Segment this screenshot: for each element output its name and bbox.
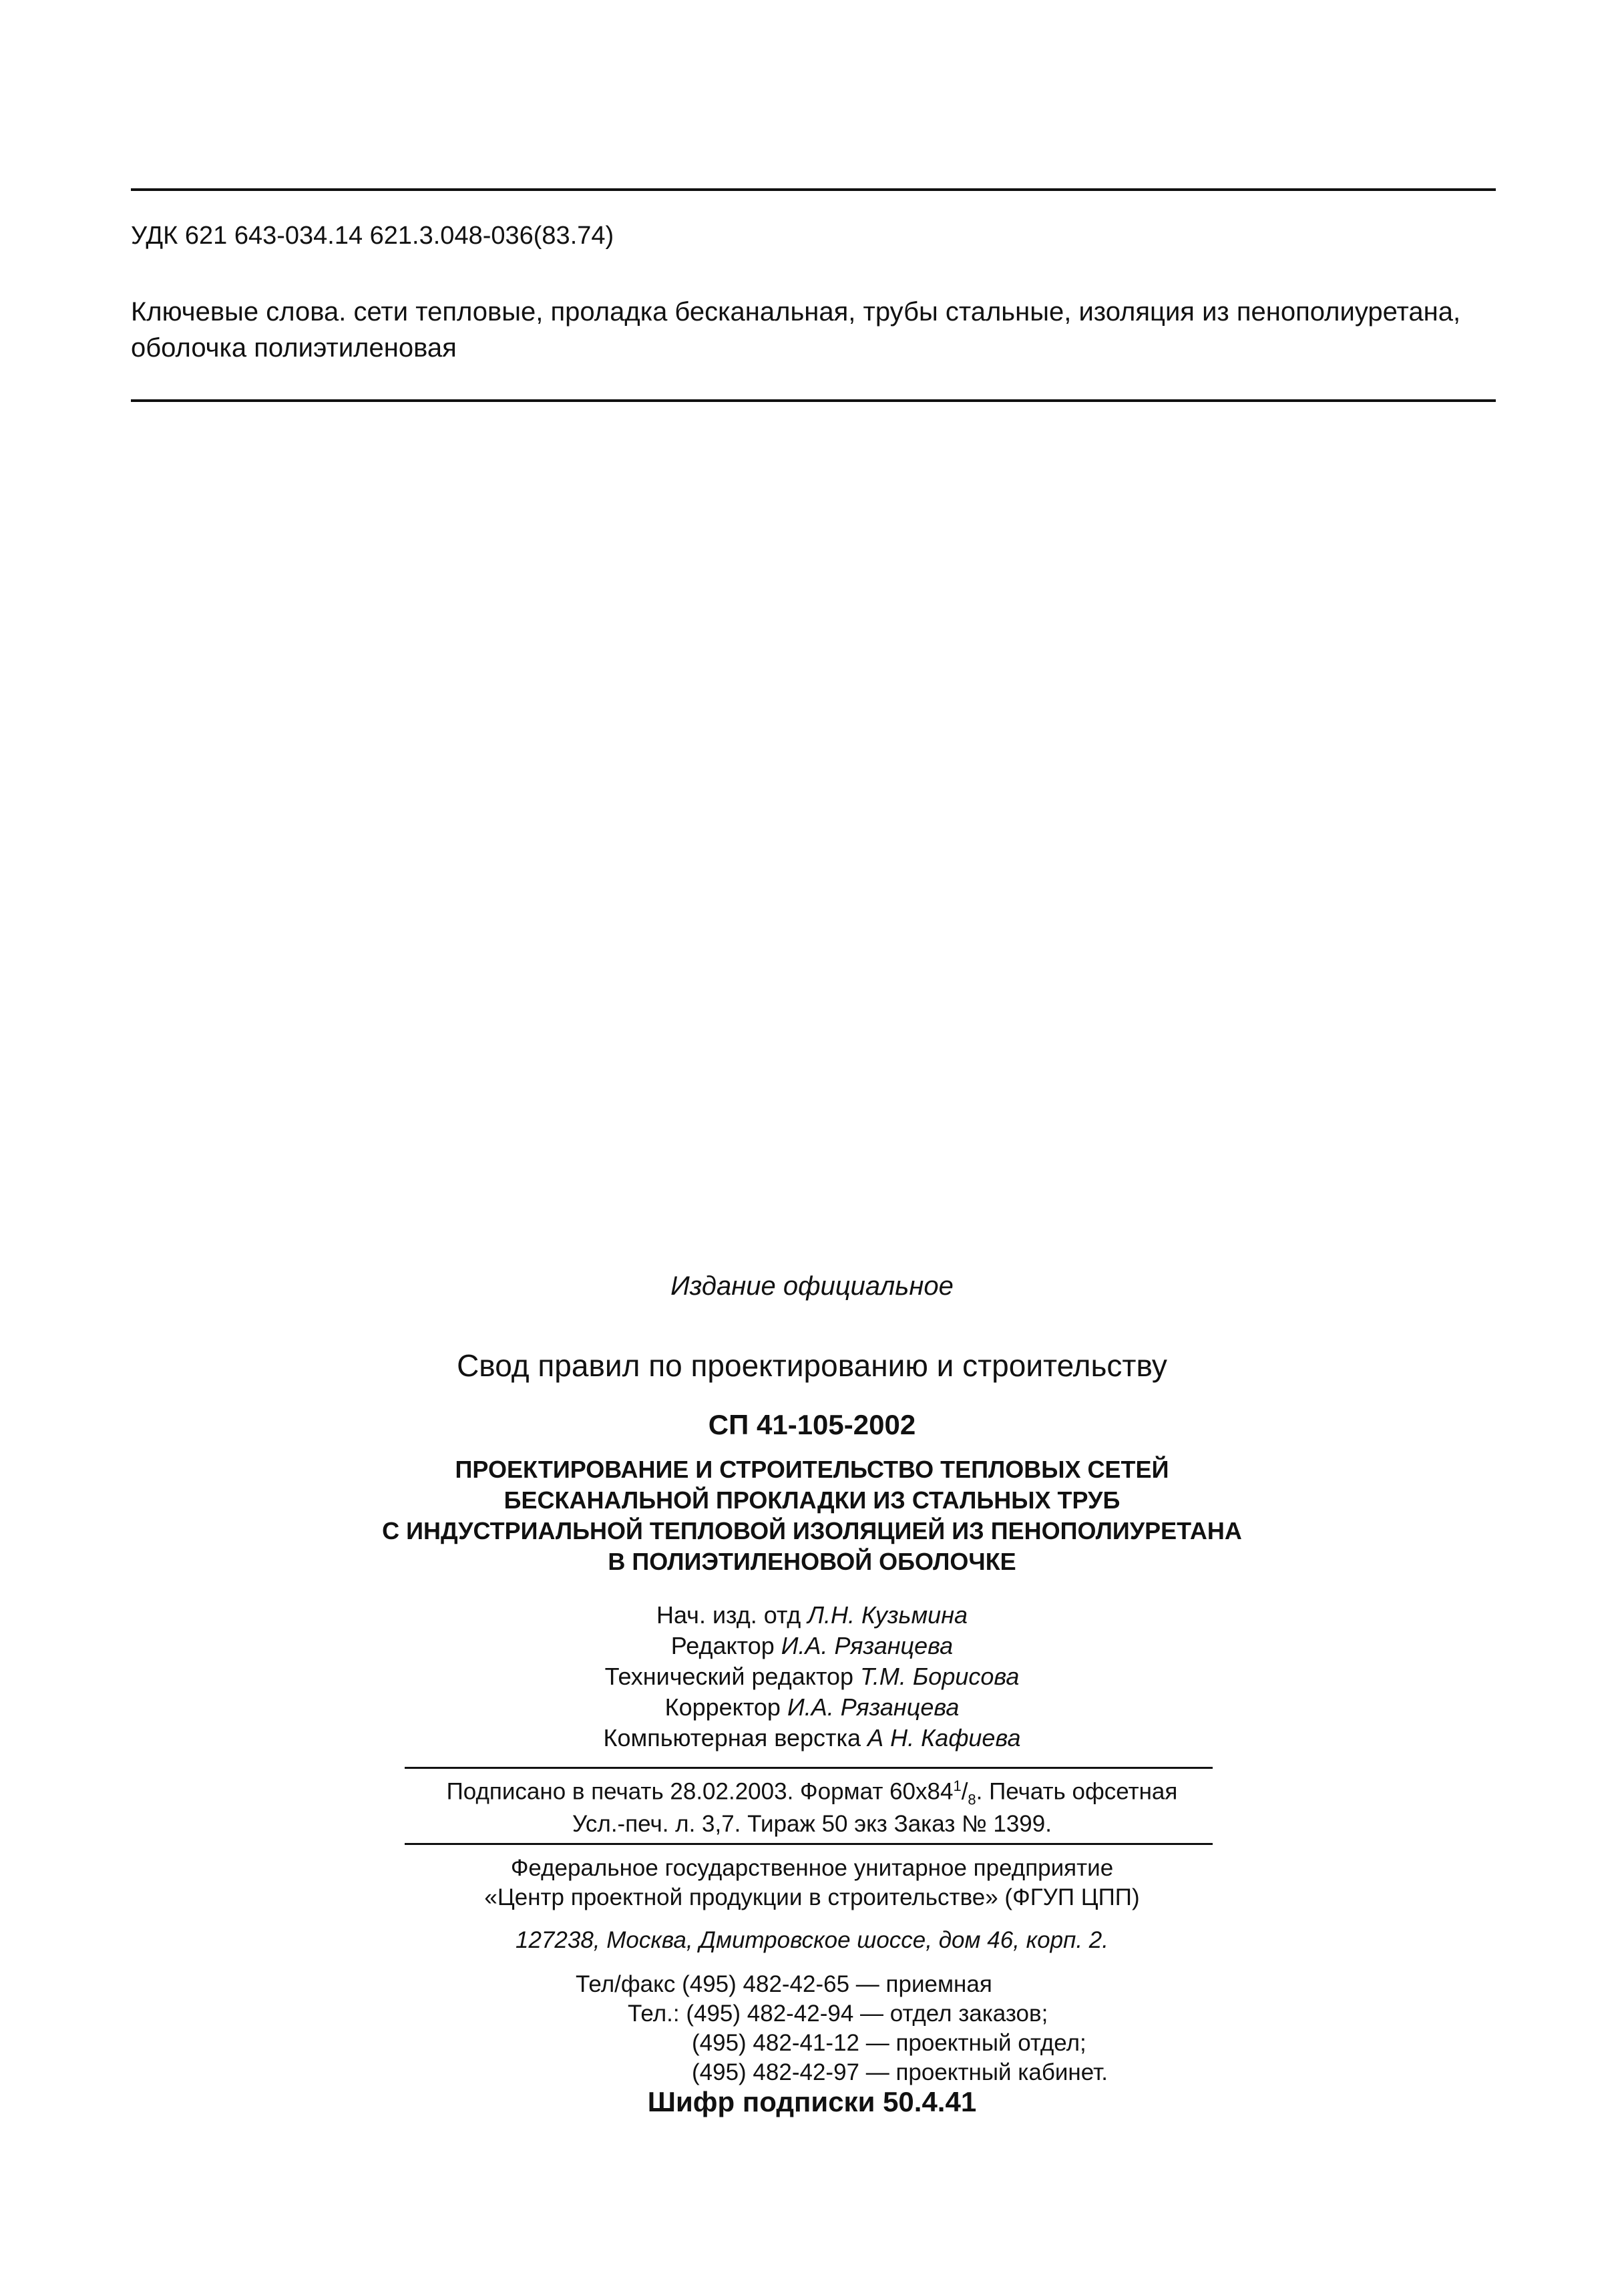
print-signed-line: Подписано в печать 28.02.2003. Формат $60х84^1/_8$. Печать офсетная [446, 1778, 1178, 1808]
keywords-bottom-rule [131, 399, 1496, 402]
staff-role: Редактор [670, 1632, 775, 1659]
staff-row [0, 1631, 1624, 1661]
title-line-1: ПРОЕКТИРОВАНИЕ И СТРОИТЕЛЬСТВО ТЕПЛОВЫХ СЕТЕЙ [455, 1456, 1169, 1483]
org-line-2: «Центр проектной продукции в строительстве» (ФГУП ЦПП) [484, 1884, 1140, 1910]
staff-row [0, 1661, 1624, 1692]
code-title: Свод правил по проектированию и строительству [457, 1348, 1167, 1383]
staff-name: А Н. Кафиева [867, 1724, 1021, 1751]
print-info-top-rule [405, 1767, 1213, 1769]
keywords-line-1: Ключевые слова. сети тепловые, проладка бесканальная, трубы стальные, изоляция из пенополиуретана, [131, 297, 1461, 327]
subscription-cipher: Шифр подписки 50.4.41 [647, 2086, 977, 2117]
title-line-2: БЕСКАНАЛЬНОЙ ПРОКЛАДКИ ИЗ СТАЛЬНЫХ ТРУБ [503, 1486, 1121, 1514]
phone-number: (495) 482-42-65 — приемная [682, 1971, 992, 1997]
staff-role: Компьютерная верстка [603, 1724, 861, 1751]
staff-role: Корректор [664, 1693, 781, 1721]
print-run-line: Усл.-печ. л. 3,7. Тираж 50 экз Заказ № 1399. [572, 1811, 1052, 1837]
phone-block [0, 1970, 1624, 2090]
phone-row [576, 1970, 992, 1999]
keywords-line-2: оболочка полиэтиленовая [131, 333, 457, 363]
staff-role: Нач. изд. отд [656, 1601, 801, 1629]
print-info-bottom-rule [405, 1843, 1213, 1845]
org-line-1: Федеральное государственное унитарное предприятие [510, 1855, 1114, 1881]
top-rule [131, 188, 1496, 191]
staff-name: Т.М. Борисова [860, 1663, 1020, 1690]
title-line-4: В ПОЛИЭТИЛЕНОВОЙ ОБОЛОЧКЕ [608, 1548, 1016, 1575]
phone-number: (495) 482-42-94 — отдел заказов; [686, 2001, 1048, 2027]
udk-code: УДК 621 643-034.14 621.3.048-036(83.74) [131, 222, 614, 250]
print-type: . Печать офсетная [976, 1778, 1178, 1805]
format-denominator: 8 [968, 1791, 976, 1808]
staff-row [0, 1600, 1624, 1631]
staff-name: И.А. Рязанцева [781, 1632, 954, 1659]
publisher-org [0, 1854, 1624, 1912]
publisher-address: 127238, Москва, Дмитровское шоссе, дом 46, корп. 2. [516, 1927, 1108, 1953]
phone-row [692, 2029, 1086, 2058]
phone-label: Тел/факс [576, 1971, 676, 1997]
edition-label: Издание официальное [670, 1271, 954, 1301]
staff-row [0, 1692, 1624, 1723]
print-signed-text: Подписано в печать 28.02.2003. Формат 60х84 [446, 1778, 954, 1805]
format-numerator: 1 [953, 1778, 962, 1794]
sp-number: СП 41-105-2002 [708, 1409, 916, 1440]
phone-row [692, 2058, 1108, 2087]
staff-name: Л.Н. Кузьмина [807, 1601, 968, 1629]
staff-row [0, 1723, 1624, 1753]
staff-role: Технический редактор [604, 1663, 854, 1690]
phone-label: Тел.: [628, 2001, 680, 2027]
phone-row [628, 1999, 1048, 2029]
phone-number: (495) 482-42-97 — проектный кабинет. [692, 2059, 1108, 2085]
document-title [0, 1454, 1624, 1577]
staff-credits [0, 1600, 1624, 1753]
keywords-block [131, 294, 1500, 366]
staff-name: И.А. Рязанцева [787, 1693, 960, 1721]
phone-number: (495) 482-41-12 — проектный отдел; [692, 2030, 1086, 2056]
title-line-3: С ИНДУСТРИАЛЬНОЙ ТЕПЛОВОЙ ИЗОЛЯЦИЕЙ ИЗ ПЕНОПОЛИУРЕТАНА [382, 1517, 1242, 1544]
